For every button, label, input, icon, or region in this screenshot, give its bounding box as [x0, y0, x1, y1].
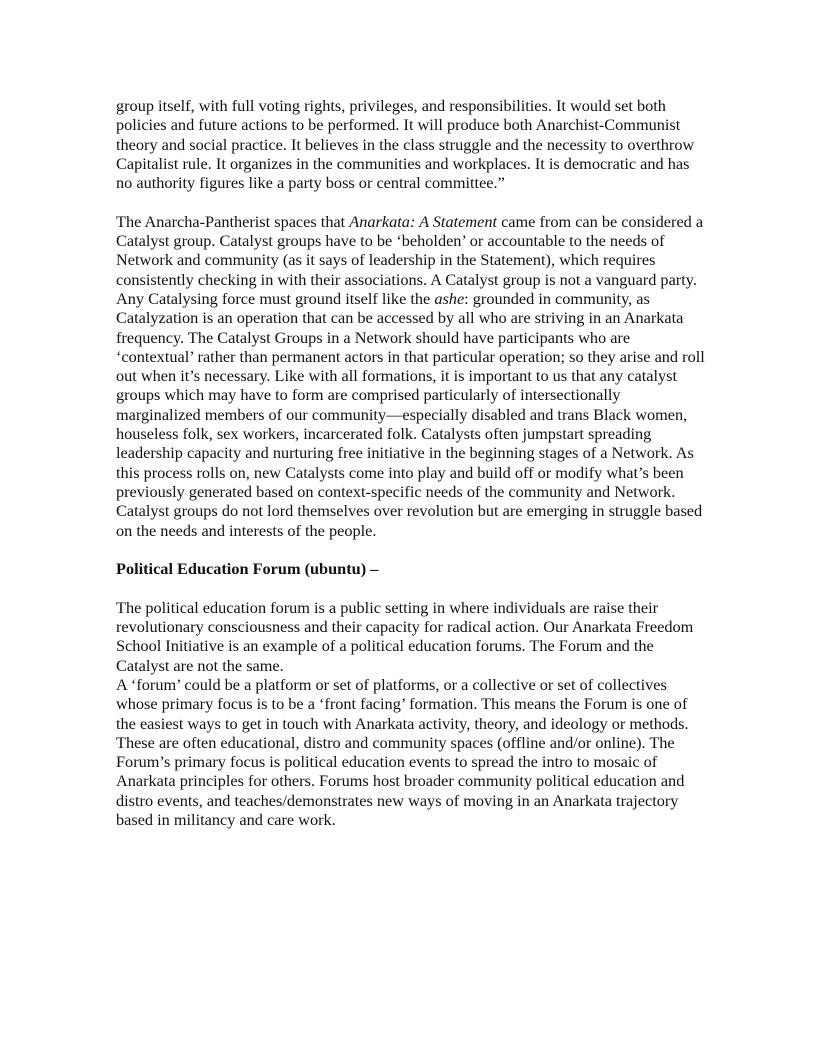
paragraph-text: The Anarcha-Pantherist spaces that [116, 211, 350, 231]
paragraph-spacer [116, 540, 706, 559]
paragraph-text: : grounded in community, as Catalyzation is an operation that can be accessed by all who are striving in an Anarkata frequency. The Catalyst Groups in a Network should have participants who are ‘contextual’ rather than permanent actors in that particular operation; so they arise and roll out when it’s necessary. Like with all formations, it is important to us that any catalyst groups which may have to form are comprised particularly of intersectionally marginalized members of our community—especially disabled and trans Black women, houseless folk, sex workers, incarcerated folk. Catalysts often jumpstart spreading leadership capacity and nurturing free initiative in the beginning stages of a Network. As this process rolls on, new Catalysts come into play and build off or modify what’s been previously generated based on context-specific needs of the community and Network. Catalyst groups do not lord themselves over revolution but are emerging in struggle based on the needs and interests of the people. [116, 288, 705, 540]
paragraph-spacer [116, 578, 706, 597]
paragraph-text: came from can be considered a Catalyst group. Catalyst groups have to be ‘beholden’ or accountable to the needs of Network and community (as it says of leadership in the Statement), which requires consistently checking in with their associations. A Catalyst group is not a vanguard party. Any Catalysing force must ground itself like the [116, 211, 704, 308]
document-page [116, 96, 706, 829]
ashe-italic: ashe [434, 288, 465, 308]
statement-title-italic: Anarkata: A Statement [349, 211, 497, 231]
paragraph-forum-intro: The political education forum is a public setting in where individuals are raise their revolutionary consciousness and their capacity for radical action. Our Anarkata Freedom School Initiative is an example of a political education forums. The Forum and the Catalyst are not the same. [116, 597, 694, 675]
section-heading-forum: Political Education Forum (ubuntu) – [116, 559, 379, 579]
paragraph-federation-quote: group itself, with full voting rights, privileges, and responsibilities. It would set both policies and future actions to be performed. It will produce both Anarchist-Communist theory and social practice. It believes in the class struggle and the necessity to overthrow Capitalist rule. It organizes in the communities and workplaces. It is democratic and has no authority figures like a party boss or central committee.” [116, 96, 695, 193]
paragraph-spacer [116, 192, 706, 211]
paragraph-catalyst-groups [116, 212, 706, 540]
paragraph-forum-definition: A ‘forum’ could be a platform or set of platforms, or a collective or set of collectives whose primary focus is to be a ‘front facing’ formation. This means the Forum is one of the easiest ways to get in touch with Anarkata activity, theory, and ideology or methods. These are often educational, distro and community spaces (offline and/or online). The Forum’s primary focus is political education events to spread the intro to mosaic of Anarkata principles for others. Forums host broader community political education and distro events, and teaches/demonstrates new ways of moving in an Anarkata trajectory based in militancy and care work. [116, 674, 689, 829]
